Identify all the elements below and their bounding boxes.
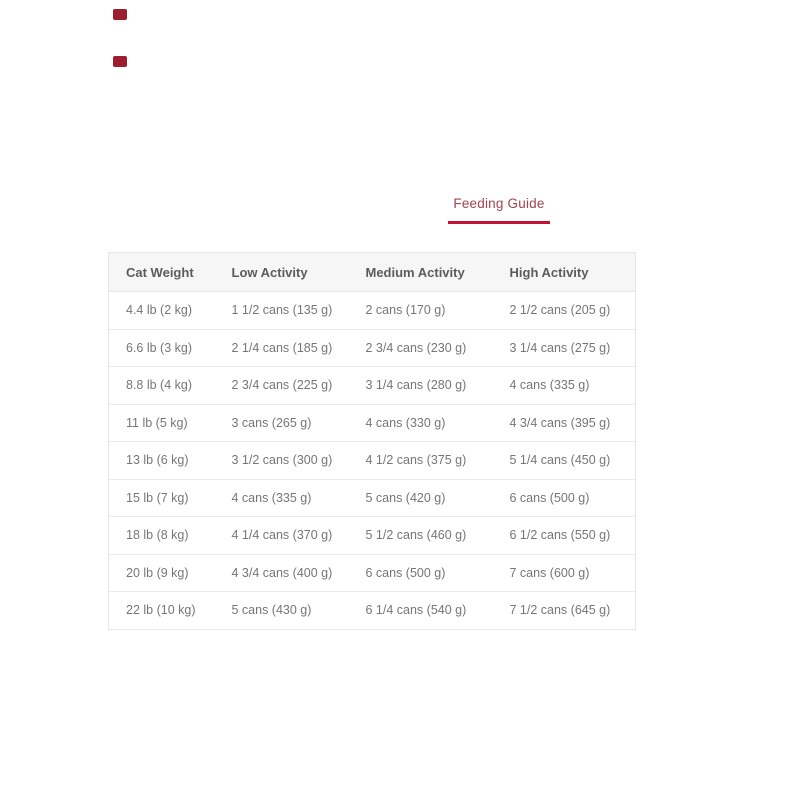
column-header-medium-activity: Medium Activity [349, 253, 493, 292]
table-cell: 7 1/2 cans (645 g) [509, 603, 611, 618]
feeding-guide-table [108, 252, 635, 630]
table-cell: 5 cans (420 g) [349, 479, 493, 517]
table-cell: 18 lb (8 kg) [109, 517, 215, 555]
table-header-row [109, 253, 636, 292]
table-row [109, 517, 636, 555]
table-cell: 1 1/2 cans (135 g) [215, 292, 349, 330]
tab-feeding-guide[interactable]: Feeding Guide [448, 192, 550, 224]
table-cell: 6 1/2 cans (550 g) [493, 517, 636, 555]
table-cell: 3 1/4 cans (275 g) [493, 329, 636, 367]
table-row [109, 329, 636, 367]
section-tab-bar [448, 192, 550, 224]
table-cell: 5 cans (430 g) [231, 603, 312, 618]
table-row [109, 479, 636, 517]
table-cell: 4 cans (330 g) [349, 404, 493, 442]
red-marker-top [113, 9, 127, 20]
table-cell: 4 3/4 cans (395 g) [493, 404, 636, 442]
table-cell: 2 3/4 cans (230 g) [349, 329, 493, 367]
table-cell: 7 cans (600 g) [493, 554, 636, 592]
table-cell: 4 3/4 cans (400 g) [215, 554, 349, 592]
table-cell: 2 1/4 cans (185 g) [215, 329, 349, 367]
column-header-high-activity: High Activity [493, 253, 636, 292]
table-cell: 4.4 lb (2 kg) [109, 292, 215, 330]
table-cell: 3 1/4 cans (280 g) [349, 367, 493, 405]
table-cell: 3 cans (265 g) [215, 404, 349, 442]
table-cell: 13 lb (6 kg) [109, 442, 215, 480]
table-cell: 2 1/2 cans (205 g) [493, 292, 636, 330]
table-cell: 2 cans (170 g) [349, 292, 493, 330]
table-cell: 4 cans (335 g) [215, 479, 349, 517]
table-cell: 6 cans (500 g) [493, 479, 636, 517]
red-marker-bottom [113, 56, 127, 67]
table-cell: 3 1/2 cans (300 g) [215, 442, 349, 480]
table-row [109, 592, 636, 630]
table-cell: 4 1/4 cans (370 g) [215, 517, 349, 555]
table-cell: 11 lb (5 kg) [109, 404, 215, 442]
table-cell: 6 cans (500 g) [349, 554, 493, 592]
table-cell: 6 1/4 cans (540 g) [365, 603, 467, 618]
table-row [109, 442, 636, 480]
table-body [109, 292, 636, 630]
table-cell: 5 1/2 cans (460 g) [349, 517, 493, 555]
table-row [109, 367, 636, 405]
table-cell: 20 lb (9 kg) [109, 554, 215, 592]
table-cell: 5 1/4 cans (450 g) [493, 442, 636, 480]
table-cell: 4 cans (335 g) [493, 367, 636, 405]
table-row [109, 292, 636, 330]
table-cell: 22 lb (10 kg) [126, 603, 196, 618]
column-header-cat-weight: Cat Weight [109, 253, 215, 292]
table-row [109, 404, 636, 442]
table-row [109, 554, 636, 592]
table-cell: 6.6 lb (3 kg) [109, 329, 215, 367]
table-cell: 8.8 lb (4 kg) [109, 367, 215, 405]
table-cell: 4 1/2 cans (375 g) [349, 442, 493, 480]
column-header-low-activity: Low Activity [215, 253, 349, 292]
table-cell: 2 3/4 cans (225 g) [215, 367, 349, 405]
table-cell: 15 lb (7 kg) [109, 479, 215, 517]
